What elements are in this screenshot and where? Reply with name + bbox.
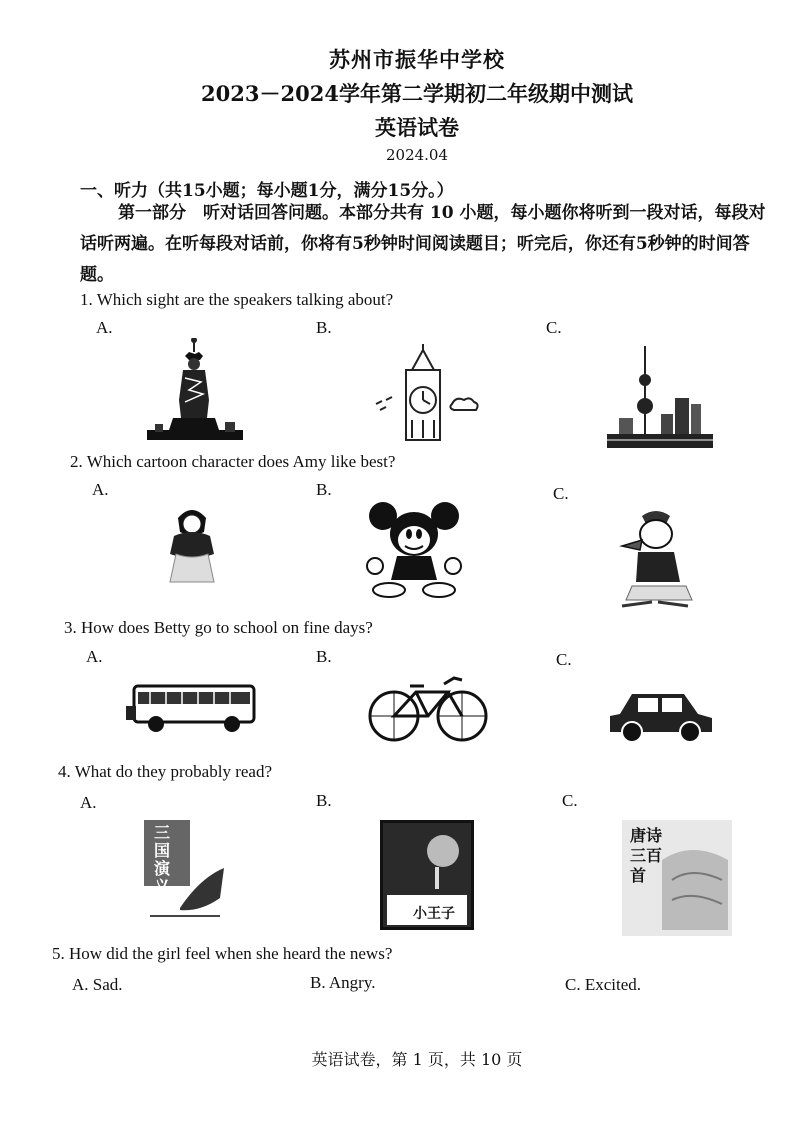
page-footer: 英语试卷，第 1 页，共 10 页: [311, 1050, 523, 1069]
q3-option-b: B.: [316, 647, 332, 666]
question-4: 4. What do they probably read?: [58, 762, 273, 781]
q1-option-c: C.: [546, 318, 562, 337]
section-instructions: 第一部分 听对话回答问题。本部分共有 10 小题，每小题你将听到一段对话，每段对话听两遍。在听每段对话前，你将有5秒钟时间阅读题目；听完后，你还有5秒钟的时间答题。: [80, 203, 766, 285]
mickey-mouse-picture: [365, 500, 465, 600]
q4-option-c: C.: [562, 791, 578, 810]
q2-option-c: C.: [553, 484, 569, 503]
big-ben-picture: [372, 342, 482, 442]
q4-option-b: B.: [316, 791, 332, 810]
car-picture: [606, 686, 716, 744]
bus-picture: [124, 680, 260, 736]
statue-of-liberty-picture: [145, 338, 245, 442]
book-c-title: 唐诗三百首: [630, 826, 663, 885]
question-3: 3. How does Betty go to school on fine days?: [64, 618, 373, 637]
q1-option-a: A.: [96, 318, 113, 337]
shanghai-skyline-picture: [605, 344, 715, 450]
question-1: 1. Which sight are the speakers talking about?: [80, 290, 394, 309]
bicycle-picture: [366, 672, 490, 744]
subject-title: 英语试卷: [375, 115, 459, 140]
little-prince-book-picture: [380, 820, 474, 930]
exam-title: 2023－2024学年第二学期初二年级期中测试: [201, 81, 633, 106]
question-2: 2. Which cartoon character does Amy like best?: [70, 452, 396, 471]
school-name: 苏州市振华中学校: [329, 47, 505, 72]
q3-option-c: C.: [556, 650, 572, 669]
q2-option-a: A.: [92, 480, 109, 499]
q5-option-a: A. Sad.: [72, 975, 123, 994]
q1-option-b: B.: [316, 318, 332, 337]
q5-option-c: C. Excited.: [565, 975, 642, 994]
donald-duck-picture: [612, 508, 698, 610]
book-b-title: 小王子: [413, 906, 455, 922]
three-kingdoms-book-picture: [140, 818, 230, 922]
exam-date: 2024.04: [385, 146, 449, 164]
tang-poems-book-picture: [622, 820, 732, 936]
snow-white-picture: [160, 502, 224, 586]
q4-option-a: A.: [80, 793, 97, 812]
section-title: 一、听力（共15小题；每小题1分，满分15分。）: [80, 181, 454, 201]
q3-option-a: A.: [86, 647, 103, 666]
book-a-title: 三国演义: [154, 823, 171, 896]
q5-option-b: B. Angry.: [310, 973, 376, 992]
q2-option-b: B.: [316, 480, 332, 499]
question-5: 5. How did the girl feel when she heard the news?: [52, 944, 393, 963]
